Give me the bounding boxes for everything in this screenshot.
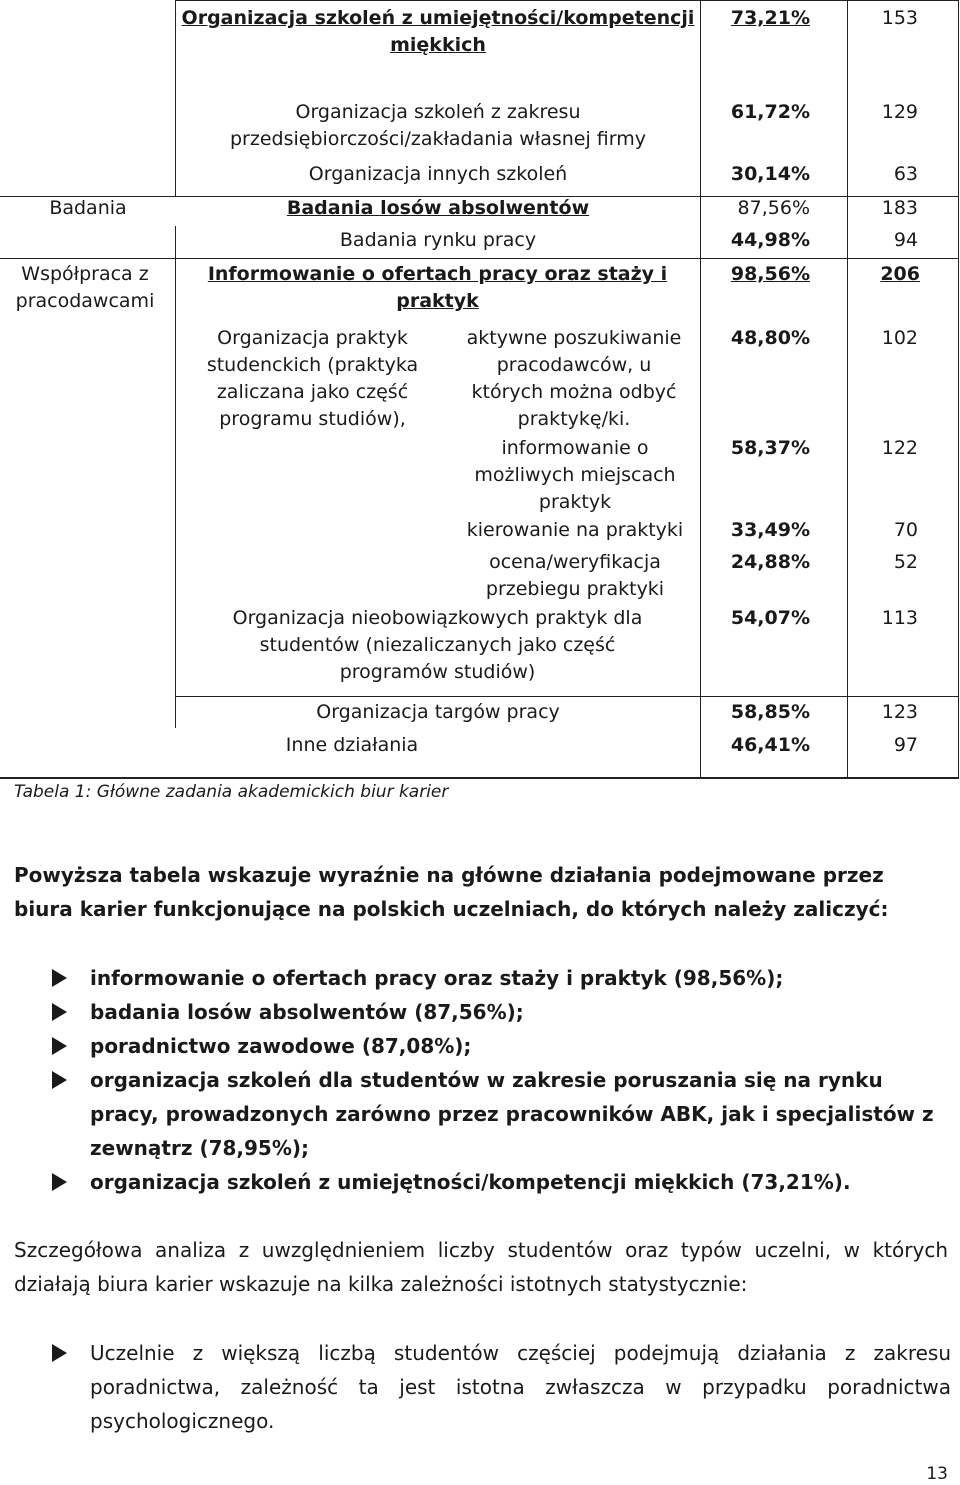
list-item: [46, 1029, 951, 1063]
row-count: 102: [881, 327, 918, 349]
bullet-arrow-icon: [52, 969, 67, 987]
row-percent: 33,49%: [730, 519, 810, 541]
category-label: Współpraca z pracodawcami: [15, 263, 155, 312]
row-count: 153: [881, 7, 918, 29]
row-count: 113: [881, 607, 918, 629]
row-label: aktywne poszukiwanie pracodawców, u których można odbyć praktykę/ki.: [466, 327, 682, 430]
row-percent: 61,72%: [730, 101, 810, 123]
row-percent: 48,80%: [730, 327, 810, 349]
row-label: Inne działania: [285, 734, 419, 756]
list-item-text: poradnictwo zawodowe (87,08%);: [90, 1034, 472, 1058]
page-number: 13: [926, 1464, 948, 1484]
row-label: ocena/weryfikacja przebiegu praktyki: [485, 551, 665, 600]
list-item: [46, 995, 951, 1029]
list-item: [46, 1165, 951, 1199]
row-percent: 46,41%: [730, 734, 810, 756]
bullet-arrow-icon: [52, 1003, 67, 1021]
row-percent: 24,88%: [730, 551, 810, 573]
row-percent: 58,37%: [730, 437, 810, 459]
row-percent: 73,21%: [730, 7, 810, 29]
list-item-text: badania losów absolwentów (87,56%);: [90, 1000, 524, 1024]
bullet-arrow-icon: [52, 1173, 67, 1191]
row-count: 123: [881, 701, 918, 723]
list-item: [46, 961, 951, 995]
row-percent: 30,14%: [730, 163, 810, 185]
bullet-arrow-icon: [52, 1071, 67, 1089]
main-activities-list: [46, 961, 951, 1199]
intro-paragraph: Powyższa tabela wskazuje wyraźnie na główne działania podejmowane przez biura karier funkcjonujące na polskich uczelniach, do których należy zaliczyć:: [14, 863, 889, 921]
row-label: kierowanie na praktyki: [466, 519, 684, 541]
row-label: Organizacja targów pracy: [316, 701, 560, 723]
row-percent: 54,07%: [730, 607, 810, 629]
findings-list: [46, 1336, 951, 1438]
row-label: Organizacja szkoleń z zakresu przedsiębiorczości/zakładania własnej firmy: [230, 101, 646, 150]
list-item-text: informowanie o ofertach pracy oraz staży i praktyk (98,56%);: [90, 966, 784, 990]
row-percent: 58,85%: [730, 701, 810, 723]
list-item-text: organizacja szkoleń dla studentów w zakresie poruszania się na rynku pracy, prowadzonych zarówno przez pracowników ABK, jak i specjalistów z zewnątrz (78,95%);: [90, 1068, 934, 1160]
row-count: 52: [893, 551, 918, 573]
row-count: 183: [881, 197, 918, 219]
row-percent: 98,56%: [730, 263, 810, 285]
bullet-arrow-icon: [52, 1344, 67, 1362]
row-count: 206: [880, 263, 920, 285]
row-label: Badania losów absolwentów: [286, 197, 590, 219]
row-label: Badania rynku pracy: [339, 229, 537, 251]
list-item: [46, 1063, 951, 1165]
row-count: 70: [893, 519, 918, 541]
row-label: Organizacja szkoleń z umiejętności/kompetencji miękkich: [181, 7, 695, 56]
category-label: Badania: [49, 197, 127, 219]
list-item-text: Uczelnie z większą liczbą studentów częściej podejmują działania z zakresu poradnictwa, zależność ta jest istotna zwłaszcza w przypadku poradnictwa psychologicznego.: [90, 1341, 951, 1433]
row-count: 63: [893, 163, 918, 185]
table-caption: Tabela 1: Główne zadania akademickich biur karier: [14, 782, 449, 802]
row-label: Informowanie o ofertach pracy oraz staży i praktyk: [207, 263, 668, 312]
row-count: 122: [881, 437, 918, 459]
bullet-arrow-icon: [52, 1037, 67, 1055]
row-label: informowanie o możliwych miejscach praktyk: [474, 437, 676, 513]
row-percent: 87,56%: [737, 197, 810, 219]
row-count: 97: [893, 734, 918, 756]
row-label: Organizacja nieobowiązkowych praktyk dla studentów (niezaliczanych jako część programów studiów): [232, 607, 643, 683]
row-label: Organizacja innych szkoleń: [308, 163, 568, 185]
row-percent: 44,98%: [730, 229, 810, 251]
list-item: [46, 1336, 951, 1438]
row-count: 129: [881, 101, 918, 123]
analysis-paragraph: Szczegółowa analiza z uwzględnieniem liczby studentów oraz typów uczelni, w których działają biura karier wskazuje na kilka zależności istotnych statystycznie:: [14, 1238, 948, 1296]
row-group-label: Organizacja praktyk studenckich (praktyka zaliczana jako część programu studiów),: [206, 327, 419, 430]
row-count: 94: [893, 229, 918, 251]
list-item-text: organizacja szkoleń z umiejętności/kompetencji miękkich (73,21%).: [90, 1170, 851, 1194]
